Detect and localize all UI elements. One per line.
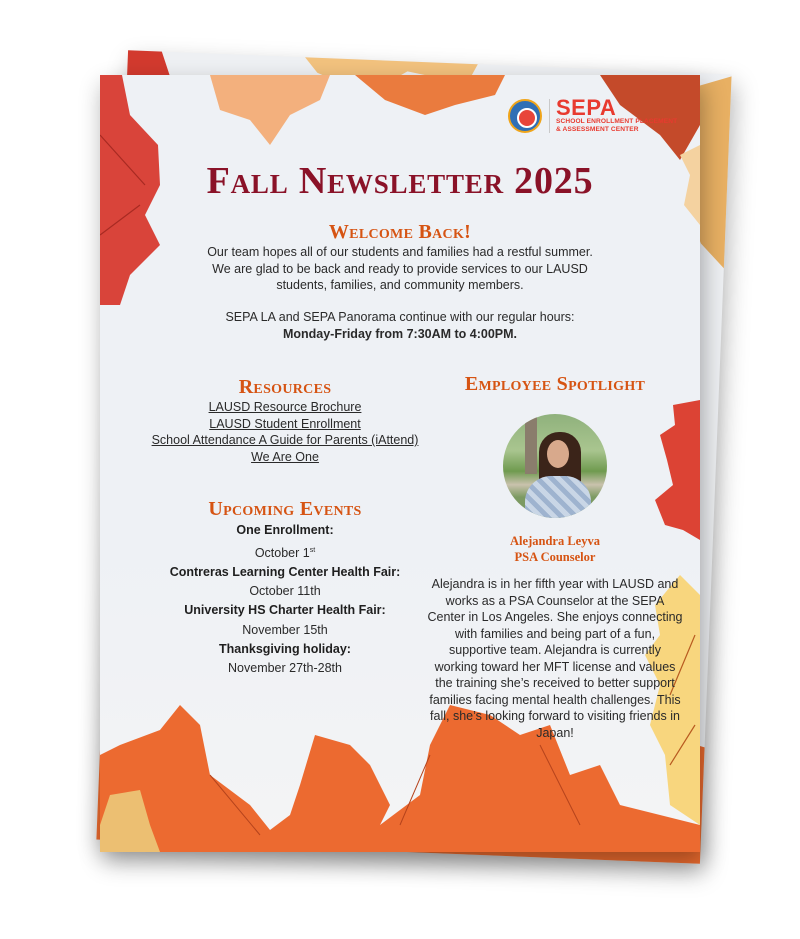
hours-value: Monday-Friday from 7:30AM to 4:00PM. — [282, 326, 518, 341]
event-date: October 11th — [249, 584, 321, 599]
logo-text — [556, 95, 678, 133]
resource-link-enrollment[interactable]: LAUSD Student Enrollment — [209, 416, 361, 431]
newsletter-page — [100, 75, 700, 852]
event-date — [140, 541, 430, 563]
employee-role: PSA Counselor — [514, 550, 596, 564]
resource-link-attendance-guide[interactable]: School Attendance A Guide for Parents (iAttend) — [151, 433, 419, 447]
event-title: Contreras Learning Center Health Fair: — [169, 564, 401, 579]
employee-bio: Alejandra is in her fifth year with LAUSD and works as a PSA Counselor at the SEPA Center in Los Angeles. She enjoys connecting with families and being part of a fun, supportive team. Alejandra is currently working toward her MFT license and values the training she’s received to better support families facing mental health challenges. This fall, she’s looking forward to visiting friends in Japan! — [427, 577, 683, 740]
employee-photo — [503, 414, 607, 518]
events-heading: Upcoming Events — [208, 498, 362, 520]
employee-name: Alejandra Leyva — [510, 534, 600, 548]
events-section — [140, 497, 430, 678]
event-date-suffix: st — [309, 546, 316, 554]
hours-intro: SEPA LA and SEPA Panorama continue with our regular hours: — [225, 310, 575, 324]
newsletter-title: Fall Newsletter 2025 — [206, 160, 594, 202]
event-title: University HS Charter Health Fair: — [184, 603, 386, 618]
event-title: Thanksgiving holiday: — [219, 641, 351, 656]
logo-brand: SEPA — [556, 95, 617, 120]
spotlight-heading: Employee Spotlight — [464, 373, 646, 395]
welcome-heading: Welcome Back! — [328, 221, 472, 243]
hours-section — [200, 309, 600, 342]
employee-spotlight-section — [420, 372, 690, 741]
resource-link-we-are-one[interactable]: We Are One — [251, 449, 319, 464]
sepa-logo — [508, 95, 678, 133]
logo-divider — [549, 99, 550, 133]
resources-heading: Resources — [238, 376, 332, 398]
lausd-seal-icon — [508, 99, 542, 133]
resources-section — [140, 375, 430, 465]
newsletter-content — [100, 75, 700, 852]
logo-subtitle-2: & ASSESSMENT CENTER — [556, 125, 639, 133]
event-date: November 27th-28th — [228, 661, 342, 676]
logo-subtitle-1: SCHOOL ENROLLMENT PLACEMENT — [556, 118, 678, 125]
employee-name-block — [420, 533, 690, 565]
welcome-paragraph: Our team hopes all of our students and families had a restful summer. We are glad to be back and ready to provide services to our LAUSD students, families, and community members. — [207, 245, 593, 292]
resource-link-brochure[interactable]: LAUSD Resource Brochure — [208, 400, 362, 414]
event-title: One Enrollment: — [236, 523, 334, 537]
welcome-section — [200, 221, 600, 294]
event-date: November 15th — [242, 622, 328, 637]
event-date-text: October 1 — [254, 545, 310, 560]
